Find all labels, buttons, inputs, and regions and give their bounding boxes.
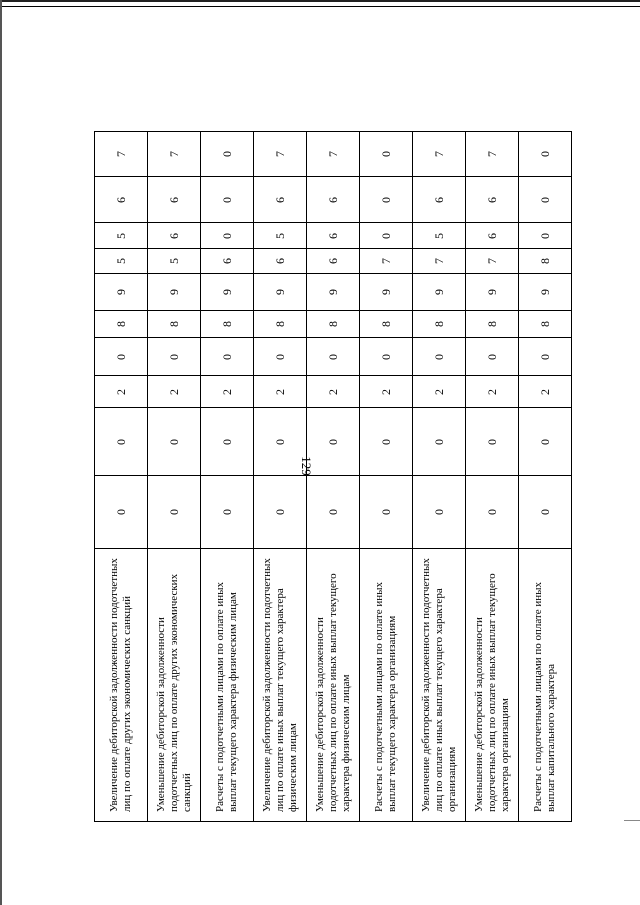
code-digit-cell	[466, 132, 519, 177]
code-digit-cell-text: 6	[431, 196, 446, 203]
code-digit-cell-text: 2	[378, 388, 393, 395]
code-digit-cell	[95, 177, 148, 223]
code-digit-cell-text: 5	[113, 258, 128, 264]
code-digit-cell	[201, 132, 254, 177]
scan-left-edge	[0, 0, 2, 905]
code-digit-cell	[360, 274, 413, 311]
code-digit-cell	[201, 223, 254, 249]
code-digit-cell-text: 9	[166, 289, 181, 295]
code-digit-cell-text: 5	[113, 232, 128, 239]
code-digit-cell	[201, 274, 254, 311]
code-digit-cell-text: 2	[537, 388, 552, 395]
code-digit-cell-text: 0	[272, 509, 287, 515]
code-digit-row	[95, 132, 572, 177]
code-digit-cell-text: 0	[219, 196, 234, 203]
code-digit-cell-text: 0	[378, 232, 393, 239]
code-digit-cell	[360, 223, 413, 249]
code-digit-cell-text: 0	[537, 196, 552, 203]
code-digit-cell-text: 2	[484, 388, 499, 395]
code-digit-cell	[148, 132, 201, 177]
code-digit-cell	[148, 249, 201, 274]
code-digit-cell-text: 9	[378, 289, 393, 295]
page-number: 129	[299, 456, 314, 476]
code-digit-cell-text: 6	[272, 258, 287, 264]
code-digit-cell-text: 6	[484, 196, 499, 203]
row-description	[148, 549, 201, 822]
row-description	[360, 549, 413, 822]
code-digit-cell-text: 6	[484, 232, 499, 239]
code-digit-cell	[466, 376, 519, 408]
code-digit-cell-text: 2	[431, 388, 446, 395]
code-digit-cell-text: 8	[537, 321, 552, 327]
row-description	[466, 549, 519, 822]
code-digit-cell	[95, 376, 148, 408]
code-digit-cell-text: 7	[325, 151, 340, 157]
code-digit-cell-text: 0	[272, 438, 287, 445]
row-description	[95, 549, 148, 822]
code-digit-cell-text: 0	[484, 353, 499, 360]
code-digit-cell	[360, 311, 413, 338]
code-digit-cell-text: 9	[325, 289, 340, 295]
code-digit-cell-text: 0	[378, 509, 393, 515]
code-digit-cell-text: 6	[272, 196, 287, 203]
code-digit-cell-text: 7	[272, 151, 287, 157]
code-digit-row	[95, 311, 572, 338]
code-digit-cell	[95, 338, 148, 376]
code-digit-row	[95, 376, 572, 408]
code-digit-cell-text: 0	[219, 438, 234, 445]
code-digit-cell-text: 9	[431, 289, 446, 295]
code-digit-cell	[413, 476, 466, 549]
code-digit-cell-text: 0	[484, 438, 499, 445]
code-digit-cell-text: 8	[484, 321, 499, 327]
code-digit-cell-text: 6	[219, 258, 234, 264]
code-digit-cell	[307, 376, 360, 408]
code-digit-cell	[254, 132, 307, 177]
code-digit-cell-text: 8	[431, 321, 446, 327]
scan-mark	[624, 820, 640, 821]
row-description	[201, 549, 254, 822]
code-digit-cell-text: 0	[325, 438, 340, 445]
code-digit-cell-text: 0	[431, 438, 446, 445]
code-digit-cell-text: 0	[272, 353, 287, 360]
code-digit-cell-text: 5	[431, 232, 446, 239]
code-digit-cell	[413, 132, 466, 177]
code-digit-cell-text: 0	[219, 151, 234, 157]
code-digit-cell	[466, 408, 519, 476]
code-digit-cell	[307, 311, 360, 338]
code-digit-cell	[254, 274, 307, 311]
row-description	[413, 549, 466, 822]
code-digit-cell	[413, 376, 466, 408]
code-digit-cell	[360, 376, 413, 408]
code-digit-cell	[413, 338, 466, 376]
code-digit-cell-text: 0	[166, 353, 181, 360]
top-rule	[0, 6, 640, 7]
code-digit-cell	[254, 408, 307, 476]
code-digit-cell-text: 2	[325, 388, 340, 395]
code-digit-cell	[519, 408, 572, 476]
row-description	[519, 549, 572, 822]
code-digit-cell	[148, 476, 201, 549]
code-digit-cell	[519, 223, 572, 249]
code-digit-cell	[519, 376, 572, 408]
code-digit-cell-text: 6	[325, 196, 340, 203]
code-digit-cell-text: 7	[484, 258, 499, 264]
code-digit-cell-text: 7	[484, 151, 499, 157]
code-digit-cell	[466, 338, 519, 376]
code-digit-cell-text: 7	[378, 258, 393, 264]
code-digit-cell-text: 5	[166, 258, 181, 264]
code-digit-cell	[307, 249, 360, 274]
code-digit-cell	[201, 338, 254, 376]
code-digit-cell-text: 0	[537, 232, 552, 239]
code-digit-cell	[466, 274, 519, 311]
row-description-text: Увеличение дебиторской задолженности подотчетных лиц по оплате иных выплат текущего характера физическим лицам	[260, 558, 299, 812]
code-digit-cell	[148, 274, 201, 311]
code-digit-cell	[307, 476, 360, 549]
code-digit-cell	[360, 249, 413, 274]
row-description-text: Уменьшение дебиторской задолженности подотчетных лиц по оплате других экономических санкций	[154, 573, 193, 812]
code-digit-cell-text: 0	[219, 353, 234, 360]
code-digit-cell	[519, 338, 572, 376]
row-description-text: Увеличение дебиторской задолженности подотчетных лиц по оплате иных выплат текущего характера организациям	[419, 558, 458, 812]
code-digit-cell-text: 6	[325, 232, 340, 239]
code-digit-cell	[466, 311, 519, 338]
code-digit-cell	[307, 177, 360, 223]
code-digit-cell	[466, 476, 519, 549]
code-digit-cell	[413, 408, 466, 476]
code-digit-cell-text: 8	[166, 321, 181, 327]
row-description-text: Расчеты с подотчетными лицами по оплате иных выплат текущего характера физическим лицам	[214, 581, 239, 812]
code-digit-cell-text: 2	[166, 388, 181, 395]
code-digit-cell-text: 6	[166, 196, 181, 203]
code-digit-cell	[360, 476, 413, 549]
code-digit-row	[95, 338, 572, 376]
code-digit-cell-text: 6	[325, 258, 340, 264]
code-digit-cell-text: 8	[219, 321, 234, 327]
code-digit-cell	[413, 274, 466, 311]
code-digit-cell	[307, 274, 360, 311]
code-digit-cell	[413, 249, 466, 274]
row-description-text: Уменьшение дебиторской задолженности подотчетных лиц по оплате иных выплат текущего характера организациям	[472, 573, 511, 812]
code-digit-cell	[519, 177, 572, 223]
code-digit-cell-text: 5	[272, 232, 287, 239]
code-digit-cell-text: 0	[537, 509, 552, 515]
code-digit-cell-text: 0	[166, 438, 181, 445]
code-digit-cell	[95, 311, 148, 338]
code-digit-cell-text: 0	[537, 151, 552, 157]
code-digit-cell-text: 2	[272, 388, 287, 395]
code-digit-cell-text: 0	[431, 353, 446, 360]
code-digit-cell	[307, 223, 360, 249]
code-digit-cell	[254, 338, 307, 376]
code-digit-cell-text: 7	[166, 151, 181, 157]
code-digit-cell	[307, 132, 360, 177]
code-digit-cell-text: 9	[272, 289, 287, 295]
code-digit-cell-text: 9	[219, 289, 234, 295]
code-digit-cell	[254, 476, 307, 549]
row-description-text: Уменьшение дебиторской задолженности подотчетных лиц по оплате иных выплат текущего характера физическим лицам	[313, 573, 352, 812]
code-digit-cell-text: 9	[484, 289, 499, 295]
code-digit-cell-text: 2	[219, 388, 234, 395]
code-digit-cell-text: 7	[431, 258, 446, 264]
code-digit-cell-text: 0	[378, 438, 393, 445]
code-digit-cell-text: 8	[537, 258, 552, 264]
code-digit-cell	[466, 177, 519, 223]
code-digit-cell	[466, 249, 519, 274]
row-description-text: Расчеты с подотчетными лицами по оплате иных выплат капитального характера	[532, 581, 557, 812]
code-digit-cell-text: 2	[113, 388, 128, 395]
code-digit-cell	[413, 311, 466, 338]
code-digit-cell	[148, 338, 201, 376]
code-digit-cell-text: 8	[272, 321, 287, 327]
code-digit-cell	[148, 177, 201, 223]
code-digit-cell-text: 0	[484, 509, 499, 515]
code-digit-cell-text: 8	[113, 321, 128, 327]
code-digit-cell-text: 7	[431, 151, 446, 157]
row-description-text: Расчеты с подотчетными лицами по оплате иных выплат текущего характера организациям	[373, 581, 398, 812]
code-digit-cell	[201, 177, 254, 223]
code-digit-cell	[519, 274, 572, 311]
code-digit-row	[95, 274, 572, 311]
code-digit-cell	[360, 338, 413, 376]
code-digit-cell	[466, 223, 519, 249]
code-digit-cell	[201, 249, 254, 274]
code-digit-cell	[360, 177, 413, 223]
code-digit-cell	[95, 249, 148, 274]
code-digit-cell-text: 0	[378, 151, 393, 157]
code-digit-cell	[413, 223, 466, 249]
code-digit-cell	[360, 408, 413, 476]
code-digit-cell	[95, 223, 148, 249]
code-digit-cell	[519, 249, 572, 274]
row-description	[254, 549, 307, 822]
code-digit-cell	[95, 132, 148, 177]
code-digit-row	[95, 476, 572, 549]
code-digit-cell	[201, 311, 254, 338]
row-description-text: Увеличение дебиторской задолженности подотчетных лиц по оплате других экономических санкций	[108, 558, 133, 812]
code-digit-cell-text: 0	[113, 438, 128, 445]
code-digit-cell-text: 9	[537, 289, 552, 295]
code-digit-cell-text: 0	[431, 509, 446, 515]
code-digit-cell-text: 9	[113, 289, 128, 295]
code-digit-cell-text: 0	[113, 509, 128, 515]
code-digit-cell-text: 6	[113, 196, 128, 203]
code-digit-cell-text: 0	[219, 232, 234, 239]
code-digit-cell-text: 0	[325, 509, 340, 515]
code-digit-cell	[95, 476, 148, 549]
code-digit-cell	[95, 408, 148, 476]
code-digit-row	[95, 249, 572, 274]
code-digit-cell-text: 0	[378, 353, 393, 360]
code-digit-cell	[519, 132, 572, 177]
code-digit-cell-text: 8	[378, 321, 393, 327]
code-digit-cell-text: 0	[325, 353, 340, 360]
code-digit-cell	[360, 132, 413, 177]
accounts-table	[94, 131, 572, 822]
code-digit-cell	[413, 177, 466, 223]
code-digit-cell	[201, 476, 254, 549]
code-digit-cell-text: 0	[537, 353, 552, 360]
code-digit-cell	[307, 408, 360, 476]
code-digit-cell	[148, 311, 201, 338]
code-digit-row	[95, 408, 572, 476]
row-description	[307, 549, 360, 822]
code-digit-row	[95, 177, 572, 223]
code-digit-cell-text: 6	[166, 232, 181, 239]
code-digit-cell	[519, 311, 572, 338]
code-digit-cell	[201, 408, 254, 476]
code-digit-row	[95, 223, 572, 249]
code-digit-cell	[148, 223, 201, 249]
code-digit-cell	[254, 376, 307, 408]
code-digit-cell	[95, 274, 148, 311]
code-digit-cell	[201, 376, 254, 408]
code-digit-cell-text: 8	[325, 321, 340, 327]
code-digit-cell-text: 0	[537, 438, 552, 445]
code-digit-cell	[519, 476, 572, 549]
code-digit-cell-text: 7	[113, 151, 128, 157]
code-digit-cell	[254, 177, 307, 223]
scan-top-edge	[0, 0, 640, 2]
code-digit-cell	[254, 223, 307, 249]
code-digit-cell-text: 0	[378, 196, 393, 203]
code-digit-cell	[148, 376, 201, 408]
code-digit-cell-text: 0	[166, 509, 181, 515]
description-row	[95, 549, 572, 822]
code-digit-cell	[307, 338, 360, 376]
code-digit-cell-text: 0	[219, 509, 234, 515]
code-digit-cell	[254, 311, 307, 338]
code-digit-cell-text: 0	[113, 353, 128, 360]
code-digit-cell	[148, 408, 201, 476]
code-digit-cell	[254, 249, 307, 274]
